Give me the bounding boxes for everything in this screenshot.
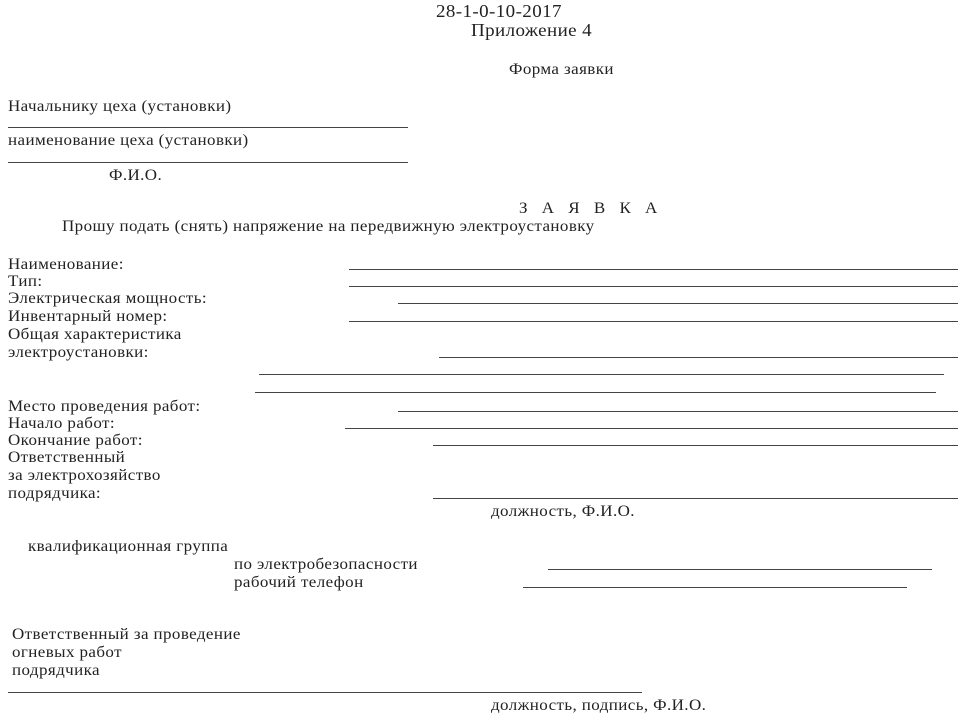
field-line-characteristic[interactable] xyxy=(439,357,958,358)
field-line-power[interactable] xyxy=(398,303,958,304)
field-label-work-place: Место проведения работ: xyxy=(8,397,201,415)
field-label-power: Электрическая мощность: xyxy=(8,289,207,307)
addressee-line-2: наименование цеха (установки) xyxy=(8,131,249,149)
addressee-underline-1 xyxy=(8,127,408,128)
addressee-line-3: Ф.И.О. xyxy=(109,166,163,184)
field-line-type[interactable] xyxy=(349,286,958,287)
field-line-work-start[interactable] xyxy=(345,428,958,429)
fire-works-caption: должность, подпись, Ф.И.О. xyxy=(491,696,707,714)
qualification-line-1: квалификационная группа xyxy=(28,537,229,555)
qualification-line-3: рабочий телефон xyxy=(234,573,364,591)
field-label-name: Наименование: xyxy=(8,255,124,273)
field-label-characteristic-1: Общая характеристика xyxy=(8,325,182,343)
field-label-characteristic-2: электроустановки: xyxy=(8,343,149,361)
field-line-name[interactable] xyxy=(349,269,958,270)
request-title: З А Я В К А xyxy=(519,199,663,217)
field-line-qualification[interactable] xyxy=(548,569,932,570)
field-label-inventory: Инвентарный номер: xyxy=(8,307,168,325)
addressee-line-1: Начальнику цеха (установки) xyxy=(8,97,232,115)
qualification-line-2: по электробезопасности xyxy=(234,555,418,573)
field-label-work-start: Начало работ: xyxy=(8,414,115,432)
field-label-responsible-1: Ответственный xyxy=(8,448,126,466)
fire-works-line-2: огневых работ xyxy=(12,643,122,661)
field-label-type: Тип: xyxy=(8,272,43,290)
field-line-inventory[interactable] xyxy=(349,321,958,322)
field-line-phone[interactable] xyxy=(523,587,907,588)
document-code: 28-1-0-10-2017 xyxy=(436,2,562,22)
field-line-responsible[interactable] xyxy=(433,498,958,499)
field-line-fire-works[interactable] xyxy=(8,692,642,693)
addressee-underline-2 xyxy=(8,162,408,163)
field-label-responsible-3: подрядчика: xyxy=(8,484,102,502)
fire-works-line-3: подрядчика xyxy=(12,661,100,679)
position-caption: должность, Ф.И.О. xyxy=(491,502,635,520)
appendix-label: Приложение 4 xyxy=(471,21,593,41)
field-line-characteristic-extra-2[interactable] xyxy=(255,392,936,393)
field-label-responsible-2: за электрохозяйство xyxy=(8,466,161,484)
form-title: Форма заявки xyxy=(509,60,614,78)
field-label-work-end: Окончание работ: xyxy=(8,431,143,449)
fire-works-line-1: Ответственный за проведение xyxy=(12,625,241,643)
field-line-work-end[interactable] xyxy=(433,445,958,446)
field-line-characteristic-extra-1[interactable] xyxy=(259,374,944,375)
field-line-work-place[interactable] xyxy=(398,411,958,412)
request-subtitle: Прошу подать (снять) напряжение на передвижную электроустановку xyxy=(62,217,595,235)
